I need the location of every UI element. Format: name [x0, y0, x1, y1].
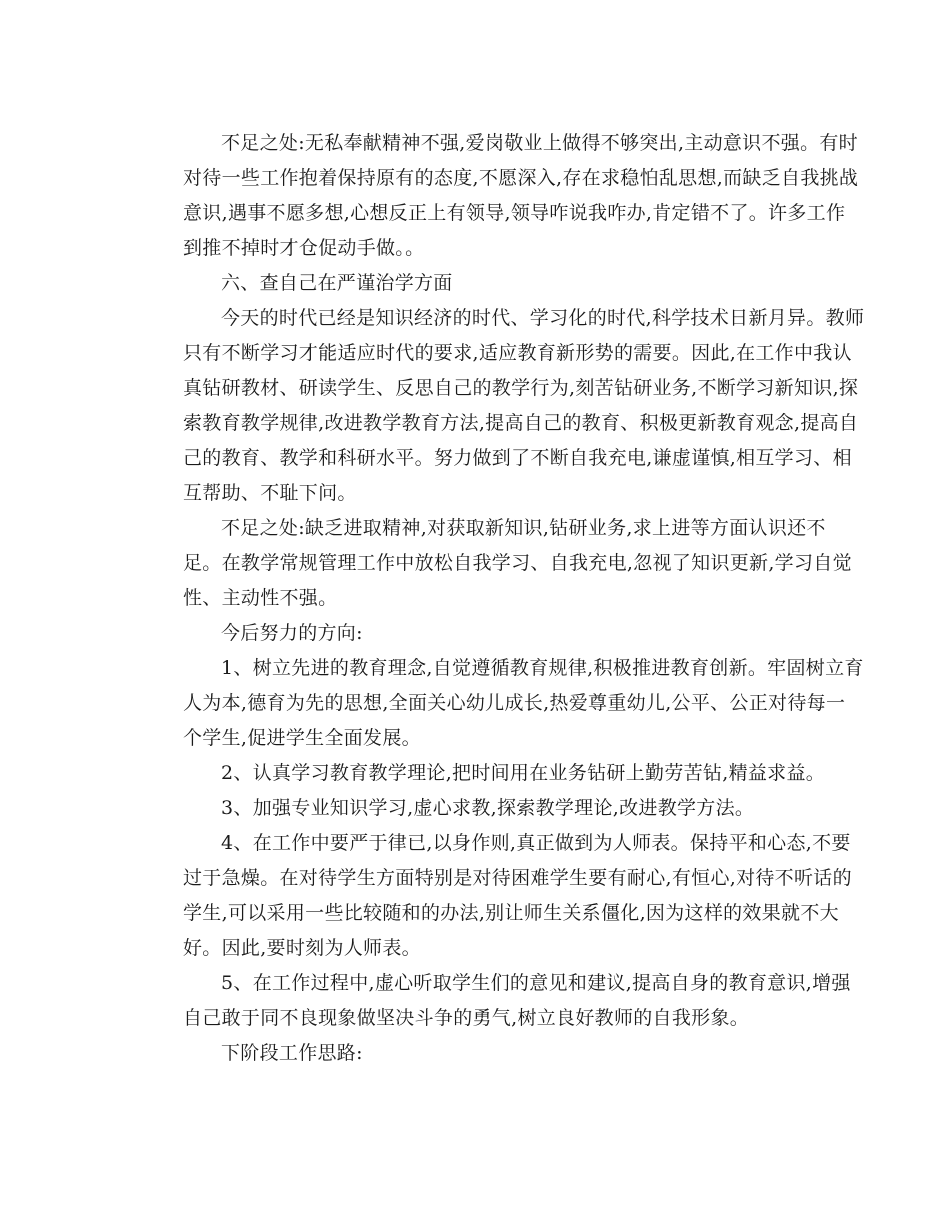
text-line: 学生,可以采用一些比较随和的办法,别让师生关系僵化,因为这样的效果就不大	[183, 902, 839, 924]
text-line: 互帮助、不耻下问。	[183, 482, 357, 504]
text-line: 人为本,德育为先的思想,全面关心幼儿成长,热爱尊重幼儿,公平、公正对待每一	[183, 692, 846, 714]
text-line: 六、查自己在严谨治学方面	[221, 272, 453, 294]
text-line: 1、树立先进的教育理念,自觉遵循教育规律,积极推进教育创新。牢固树立育	[221, 657, 864, 679]
heading-future-direction	[145, 616, 805, 651]
paragraph-learning-era	[145, 301, 865, 511]
list-item-4	[145, 826, 852, 966]
text-line: 性、主动性不强。	[183, 587, 338, 609]
list-item-3	[145, 791, 805, 826]
text-line: 对待一些工作抱着保持原有的态度,不愿深入,存在求稳怕乱思想,而缺乏自我挑战	[183, 167, 859, 189]
text-line: 不足之处:缺乏进取精神,对获取新知识,钻研业务,求上进等方面认识还不	[221, 517, 826, 539]
list-item-5	[145, 966, 851, 1036]
text-line: 个学生,促进学生全面发展。	[183, 727, 421, 749]
text-line: 意识,遇事不愿多想,心想反正上有领导,领导咋说我咋办,肯定错不了。许多工作	[183, 202, 846, 224]
paragraph-shortcomings-progress	[145, 511, 852, 616]
document-body	[145, 126, 865, 1071]
list-item-1	[145, 651, 864, 756]
section-heading-rigorous-scholarship	[145, 266, 805, 301]
text-line: 3、加强专业知识学习,虚心求教,探索教学理论,改进教学方法。	[221, 797, 755, 819]
text-line: 真钻研教材、研读学生、反思自己的教学行为,刻苦钻研业务,不断学习新知识,探	[183, 377, 859, 399]
text-line: 好。因此,要时刻为人师表。	[183, 937, 421, 959]
text-line: 索教育教学规律,改进教学教育方法,提高自己的教育、积极更新教育观念,提高自	[183, 412, 859, 434]
text-line: 只有不断学习才能适应时代的要求,适应教育新形势的需要。因此,在工作中我认	[183, 342, 852, 364]
text-line: 今天的时代已经是知识经济的时代、学习化的时代,科学技术日新月异。教师	[221, 307, 865, 329]
text-line: 自己敢于同不良现象做坚决斗争的勇气,树立良好教师的自我形象。	[183, 1007, 750, 1029]
text-line: 今后努力的方向:	[221, 622, 363, 644]
list-item-2	[145, 756, 826, 791]
text-line: 不足之处:无私奉献精神不强,爱岗敬业上做得不够突出,主动意识不强。有时	[221, 132, 858, 154]
text-line: 下阶段工作思路:	[221, 1042, 363, 1064]
heading-next-stage-plan	[145, 1036, 805, 1071]
text-line: 过于急燥。在对待学生方面特别是对待困难学生要有耐心,有恒心,对待不听话的	[183, 867, 852, 889]
text-line: 4、在工作中要严于律已,以身作则,真正做到为人师表。保持平和心态,不要	[221, 832, 851, 854]
text-line: 足。在教学常规管理工作中放松自我学习、自我充电,忽视了知识更新,学习自觉	[183, 552, 852, 574]
text-line: 5、在工作过程中,虚心听取学生们的意见和建议,提高自身的教育意识,增强	[221, 972, 851, 994]
text-line: 己的教育、教学和科研水平。努力做到了不断自我充电,谦虚谨慎,相互学习、相	[183, 447, 852, 469]
text-line: 2、认真学习教育教学理论,把时间用在业务钻研上勤劳苦钻,精益求益。	[221, 762, 826, 784]
text-line: 到推不掉时才仓促动手做。。	[183, 237, 425, 259]
paragraph-shortcomings-dedication	[145, 126, 859, 266]
